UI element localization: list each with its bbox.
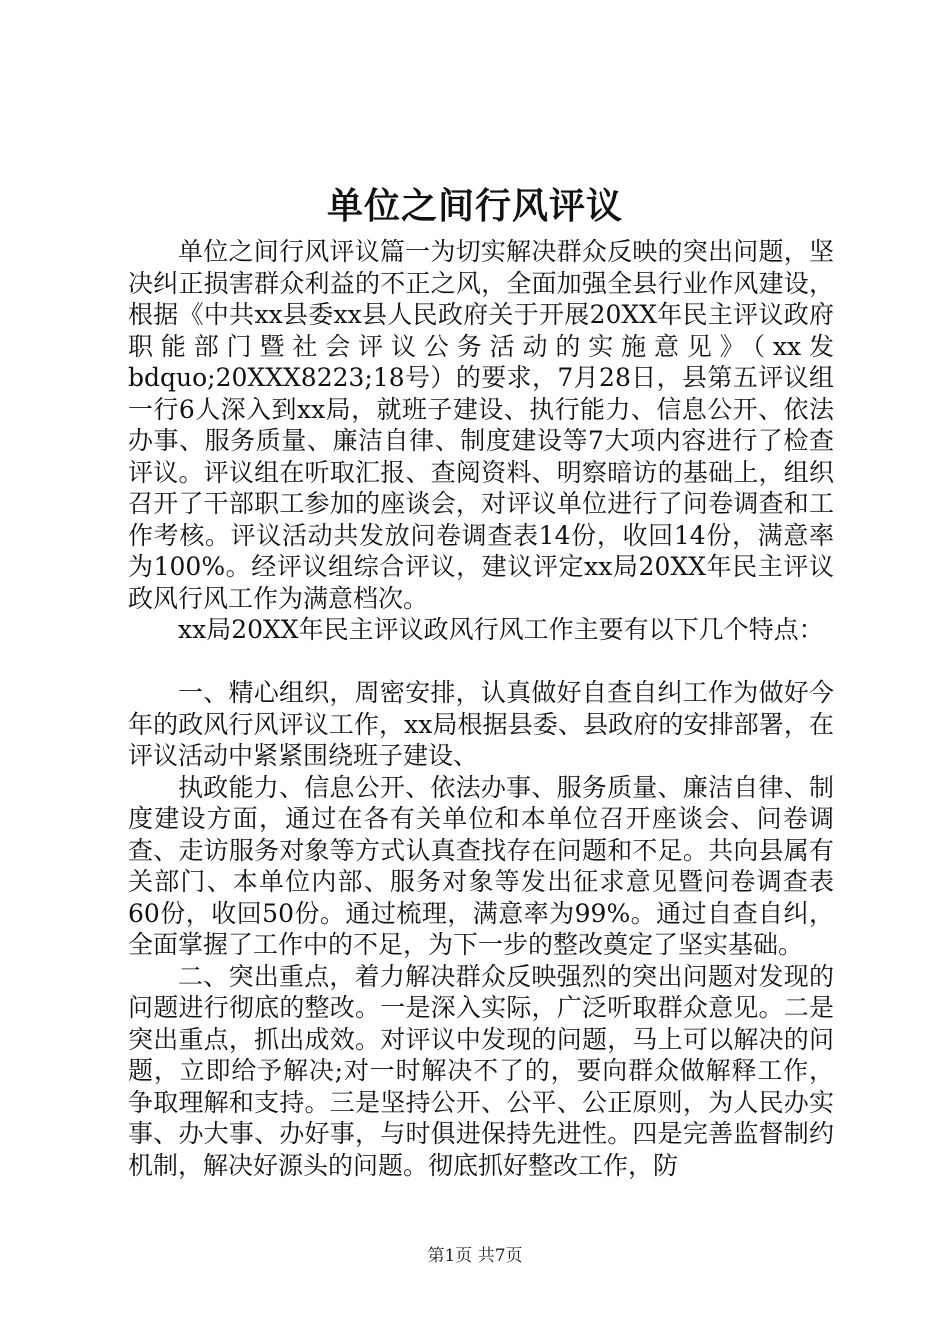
paragraph-section-two: 二、突出重点，着力解决群众反映强烈的突出问题对发现的问题进行彻底的整改。一是深入实际，广泛听取群众意见。二是突出重点，抓出成效。对评议中发现的问题，马上可以解决的问题，立即给予解决;对一时解决不了的，要向群众做解释工作，争取理解和支持。三是坚持公开、公平、公正原则，为人民办实事、办大事、办好事，与时俱进保持先进性。四是完善监督制约机制，解决好源头的问题。彻底抓好整改工作，防 <box>128 961 834 1180</box>
document-body <box>128 236 834 1181</box>
document-title: 单位之间行风评议 <box>326 185 623 227</box>
paragraph-spacer <box>128 646 834 678</box>
paragraph-intro: 单位之间行风评议篇一为切实解决群众反映的突出问题，坚决纠正损害群众利益的不正之风，全面加强全县行业作风建设，根据《中共xx县委xx县人民政府关于开展20XX年民主评议政府职能部门暨社会评议公务活动的实施意见》（xx发bdquo;20XXX8223;18号）的要求，7月28日，县第五评议组一行6人深入到xx局，就班子建设、执行能力、信息公开、依法办事、服务质量、廉洁自律、制度建设等7大项内容进行了检查评议。评议组在听取汇报、查阅资料、明察暗访的基础上，组织召开了干部职工参加的座谈会，对评议单位进行了问卷调查和工作考核。评议活动共发放问卷调查表14份，收回14份，满意率为100%。经评议组综合评议，建议评定xx局20XX年民主评议政风行风工作为满意档次。 <box>128 237 834 613</box>
paragraph-section-one-continued: 执政能力、信息公开、依法办事、服务质量、廉洁自律、制度建设方面，通过在各有关单位和本单位召开座谈会、问卷调查、走访服务对象等方式认真查找存在问题和不足。共向县属有关部门、本单位内部、服务对象等发出征求意见暨问卷调查表60份，收回50份。通过梳理，满意率为99%。通过自查自纠，全面掌握了工作中的不足，为下一步的整改奠定了坚实基础。 <box>128 772 834 959</box>
page-footer: 第1页 共7页 <box>427 1246 523 1266</box>
paragraph-section-one: 一、精心组织，周密安排，认真做好自查自纠工作为做好今年的政风行风评议工作，xx局根据县委、县政府的安排部署，在评议活动中紧紧围绕班子建设、 <box>128 678 834 770</box>
paragraph-features-heading: xx局20XX年民主评议政风行风工作主要有以下几个特点： <box>178 615 824 644</box>
